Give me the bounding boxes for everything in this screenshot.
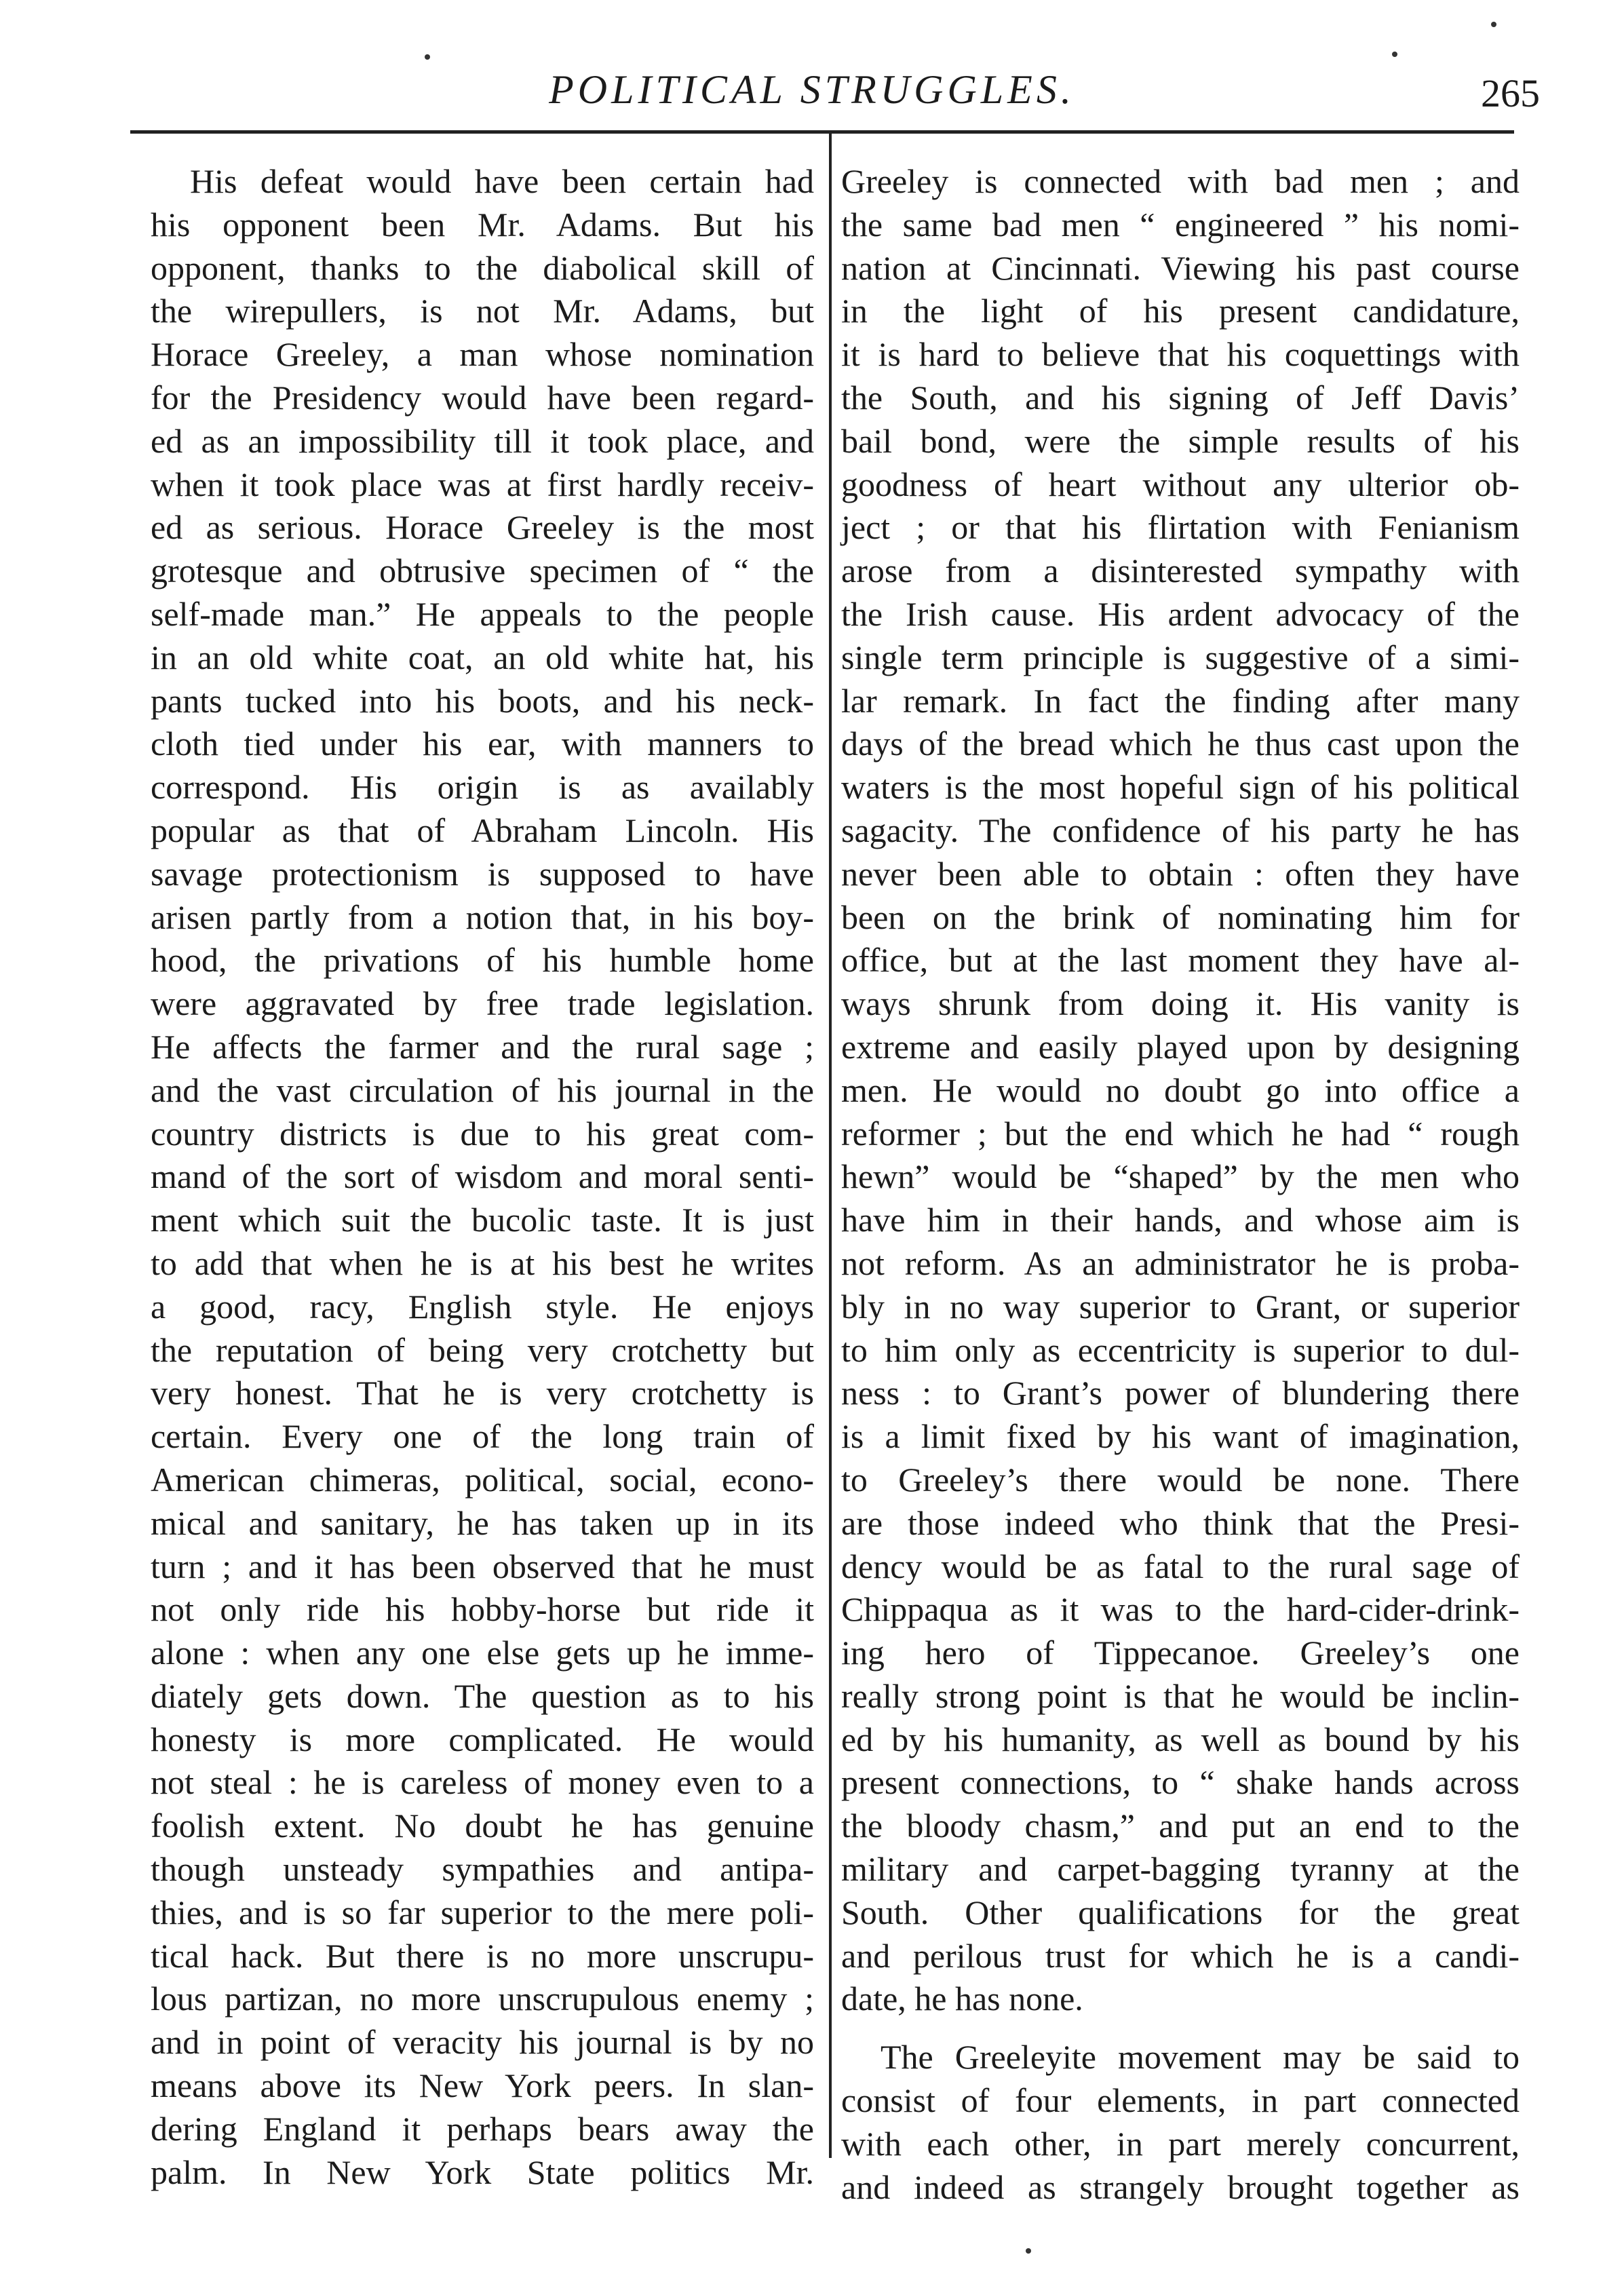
- text-line: consist of four elements, in part connected: [841, 2081, 1520, 2120]
- text-line: single term principle is suggestive of a simi-: [841, 638, 1520, 676]
- text-line: ment which suit the bucolic taste. It is just: [151, 1201, 814, 1239]
- text-line: to add that when he is at his best he writes: [151, 1243, 814, 1282]
- print-speck: [1026, 2248, 1031, 2254]
- text-line: in the light of his present candidature,: [841, 292, 1520, 330]
- text-line: American chimeras, political, social, econo-: [151, 1460, 814, 1499]
- text-line: dency would be as fatal to the rural sage of: [841, 1547, 1520, 1585]
- text-line: honesty is more complicated. He would: [151, 1720, 814, 1758]
- paragraph-gap: [841, 2021, 1520, 2036]
- print-speck: [1491, 22, 1496, 27]
- text-line: days of the bread which he thus cast upon the: [841, 725, 1520, 763]
- text-line: opponent, thanks to the diabolical skill of: [151, 248, 814, 287]
- text-line: and the vast circulation of his journal in the: [151, 1071, 814, 1109]
- text-line: ways shrunk from doing it. His vanity is: [841, 984, 1520, 1023]
- text-line: savage protectionism is supposed to have: [151, 854, 814, 893]
- print-speck: [425, 54, 430, 60]
- text-line: sagacity. The confidence of his party he has: [841, 811, 1520, 849]
- text-line: mand of the sort of wisdom and moral senti-: [151, 1157, 814, 1196]
- text-line: hewn” would be “shaped” by the men who: [841, 1157, 1520, 1196]
- text-line: with each other, in part merely concurrent,: [841, 2124, 1520, 2163]
- text-line: it is hard to believe that his coquettings with: [841, 335, 1520, 374]
- text-line: never been able to obtain : often they have: [841, 854, 1520, 893]
- text-line: not only ride his hobby-horse but ride it: [151, 1590, 814, 1629]
- text-line: Horace Greeley, a man whose nomination: [151, 335, 814, 374]
- text-line: been on the brink of nominating him for: [841, 898, 1520, 936]
- text-line: hood, the privations of his humble home: [151, 941, 814, 980]
- text-line: alone : when any one else gets up he imme-: [151, 1634, 814, 1672]
- text-line: self-made man.” He appeals to the people: [151, 594, 814, 633]
- text-line: the South, and his signing of Jeff Davis’: [841, 378, 1520, 417]
- text-line: grotesque and obtrusive specimen of “ the: [151, 552, 814, 590]
- text-line: The Greeleyite movement may be said to: [881, 2038, 1520, 2077]
- text-line: Greeley is connected with bad men ; and: [841, 162, 1520, 200]
- text-line: reformer ; but the end which he had “ rough: [841, 1114, 1520, 1153]
- text-line: very honest. That he is very crotchetty is: [151, 1374, 814, 1412]
- text-line: goodness of heart without any ulterior ob-: [841, 465, 1520, 503]
- text-line: lar remark. In fact the finding after many: [841, 681, 1520, 720]
- column-divider: [829, 133, 832, 2158]
- text-line: in an old white coat, an old white hat, his: [151, 638, 814, 676]
- text-line: the bloody chasm,” and put an end to the: [841, 1807, 1520, 1845]
- text-line: South. Other qualifications for the great: [841, 1893, 1520, 1931]
- text-line: when it took place was at first hardly receiv-: [151, 465, 814, 503]
- text-line: ject ; or that his flirtation with Fenianism: [841, 508, 1520, 547]
- text-line: ness : to Grant’s power of blundering there: [841, 1374, 1520, 1412]
- text-line: lous partizan, no more unscrupulous enemy ;: [151, 1980, 814, 2018]
- text-line: and indeed as strangely brought together as: [841, 2167, 1520, 2206]
- text-line: military and carpet-bagging tyranny at the: [841, 1850, 1520, 1889]
- text-line: tical hack. But there is no more unscrupu-: [151, 1936, 814, 1975]
- text-line: country districts is due to his great com-: [151, 1114, 814, 1153]
- text-line: the reputation of being very crotchetty but: [151, 1330, 814, 1369]
- text-line: the same bad men “ engineered ” his nomi-: [841, 205, 1520, 244]
- text-line: palm. In New York State politics Mr.: [151, 2153, 814, 2191]
- text-line: Chippaqua as it was to the hard-cider-drink-: [841, 1590, 1520, 1629]
- text-line: diately gets down. The question as to his: [151, 1676, 814, 1715]
- text-line: the wirepullers, is not Mr. Adams, but: [151, 292, 814, 330]
- text-line: men. He would no doubt go into office a: [841, 1071, 1520, 1109]
- text-line: though unsteady sympathies and antipa-: [151, 1850, 814, 1889]
- text-line: not steal : he is careless of money even to a: [151, 1763, 814, 1802]
- text-line: pants tucked into his boots, and his neck-: [151, 681, 814, 720]
- text-line: and in point of veracity his journal is by no: [151, 2023, 814, 2062]
- text-line: are those indeed who think that the Presi-: [841, 1503, 1520, 1542]
- text-line: his opponent been Mr. Adams. But his: [151, 205, 814, 244]
- text-line: nation at Cincinnati. Viewing his past course: [841, 248, 1520, 287]
- text-line: His defeat would have been certain had: [190, 162, 814, 200]
- header-rule: [130, 130, 1514, 134]
- text-line: dering England it perhaps bears away the: [151, 2109, 814, 2148]
- text-line: present connections, to “ shake hands across: [841, 1763, 1520, 1802]
- text-line: waters is the most hopeful sign of his political: [841, 768, 1520, 807]
- text-line: the Irish cause. His ardent advocacy of the: [841, 594, 1520, 633]
- text-line: cloth tied under his ear, with manners to: [151, 725, 814, 763]
- right-column: [841, 160, 1520, 2209]
- text-line: a good, racy, English style. He enjoys: [151, 1287, 814, 1326]
- text-line: not reform. As an administrator he is proba-: [841, 1243, 1520, 1282]
- text-line: for the Presidency would have been regard-: [151, 378, 814, 417]
- text-line: means above its New York peers. In slan-: [151, 2066, 814, 2105]
- text-line: and perilous trust for which he is a candi-: [841, 1936, 1520, 1975]
- left-column: [151, 160, 814, 2194]
- text-line: thies, and is so far superior to the mere poli-: [151, 1893, 814, 1931]
- text-line: mical and sanitary, he has taken up in its: [151, 1503, 814, 1542]
- text-line: have him in their hands, and whose aim is: [841, 1201, 1520, 1239]
- text-line: were aggravated by free trade legislation.: [151, 984, 814, 1023]
- text-line: office, but at the last moment they have al-: [841, 941, 1520, 980]
- text-line: to him only as eccentricity is superior to dul-: [841, 1330, 1520, 1369]
- text-line: ed by his humanity, as well as bound by his: [841, 1720, 1520, 1758]
- text-line: foolish extent. No doubt he has genuine: [151, 1807, 814, 1845]
- text-line: turn ; and it has been observed that he must: [151, 1547, 814, 1585]
- text-line: date, he has none.: [841, 1980, 1083, 2018]
- text-line: arose from a disinterested sympathy with: [841, 552, 1520, 590]
- text-line: arisen partly from a notion that, in his boy-: [151, 898, 814, 936]
- page-number: 265: [1481, 71, 1540, 115]
- text-line: is a limit fixed by his want of imagination,: [841, 1417, 1520, 1456]
- text-line: correspond. His origin is as availably: [151, 768, 814, 807]
- text-line: bail bond, were the simple results of his: [841, 421, 1520, 460]
- text-line: popular as that of Abraham Lincoln. His: [151, 811, 814, 849]
- text-line: extreme and easily played upon by designing: [841, 1027, 1520, 1066]
- running-title: POLITICAL STRUGGLES.: [549, 67, 1075, 112]
- text-line: He affects the farmer and the rural sage ;: [151, 1027, 814, 1066]
- text-line: to Greeley’s there would be none. There: [841, 1460, 1520, 1499]
- text-line: ed as serious. Horace Greeley is the most: [151, 508, 814, 547]
- text-line: ing hero of Tippecanoe. Greeley’s one: [841, 1634, 1520, 1672]
- print-speck: [1392, 52, 1397, 57]
- text-line: really strong point is that he would be inclin-: [841, 1676, 1520, 1715]
- text-line: bly in no way superior to Grant, or superior: [841, 1287, 1520, 1326]
- text-line: ed as an impossibility till it took place, and: [151, 421, 814, 460]
- text-line: certain. Every one of the long train of: [151, 1417, 814, 1456]
